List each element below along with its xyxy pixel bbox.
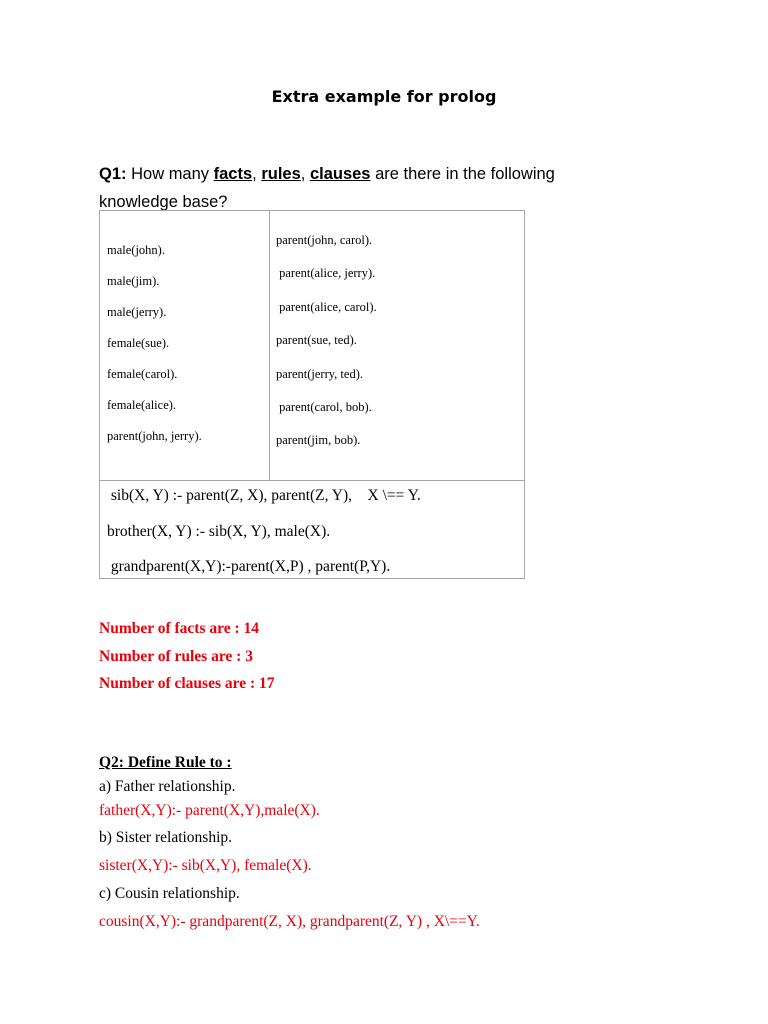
fact-right-2: parent(alice, jerry). [276,266,376,280]
column-divider [269,211,270,480]
keyword-rules: rules [261,165,301,183]
fact-right-7: parent(jim, bob). [276,433,361,447]
answer-2a: father(X,Y):- parent(X,Y),male(X). [99,802,320,819]
keyword-facts: facts [213,165,253,183]
fact-left-3: male(jerry). [107,305,167,319]
fact-left-1: male(john). [107,243,165,257]
fact-left-7: parent(john, jerry). [107,429,202,443]
fact-left-6: female(alice). [107,398,177,412]
question-2b: b) Sister relationship. [99,829,233,846]
answer-rules-count: Number of rules are : 3 [99,648,253,665]
question-1-text-after: are there in the following knowledge base? [99,165,555,211]
fact-left-5: female(carol). [107,367,178,381]
question-1 [99,160,619,216]
knowledge-base-table [99,210,525,579]
fact-left-4: female(sue). [107,336,170,350]
question-1-label: Q1: [99,165,127,183]
row-divider [100,480,524,481]
answer-clauses-count: Number of clauses are : 17 [99,675,275,692]
answer-2c: cousin(X,Y):- grandparent(Z, X), grandparent(Z, Y) , X\==Y. [99,913,480,930]
rule-sib: sib(X, Y) :- parent(Z, X), parent(Z, Y), X \== Y. [107,487,421,504]
answer-facts-count: Number of facts are : 14 [99,620,259,637]
separator-1: , [252,165,262,183]
answer-2b: sister(X,Y):- sib(X,Y), female(X). [99,857,312,874]
question-1-text-before: How many [126,165,214,183]
rule-grandparent: grandparent(X,Y):-parent(X,P) , parent(P,Y). [107,558,391,575]
fact-right-3: parent(alice, carol). [276,300,377,314]
fact-right-1: parent(john, carol). [276,233,373,247]
question-2-heading: Q2: Define Rule to : [99,754,232,771]
separator-2: , [300,165,310,183]
rule-brother: brother(X, Y) :- sib(X, Y), male(X). [107,523,331,540]
fact-right-6: parent(carol, bob). [276,400,372,414]
fact-right-5: parent(jerry, ted). [276,367,363,381]
keyword-clauses: clauses [309,165,371,183]
fact-left-2: male(jim). [107,274,160,288]
page-title: Extra example for prolog [271,87,497,106]
question-2c: c) Cousin relationship. [99,885,240,902]
fact-right-4: parent(sue, ted). [276,333,357,347]
question-2a: a) Father relationship. [99,778,236,795]
